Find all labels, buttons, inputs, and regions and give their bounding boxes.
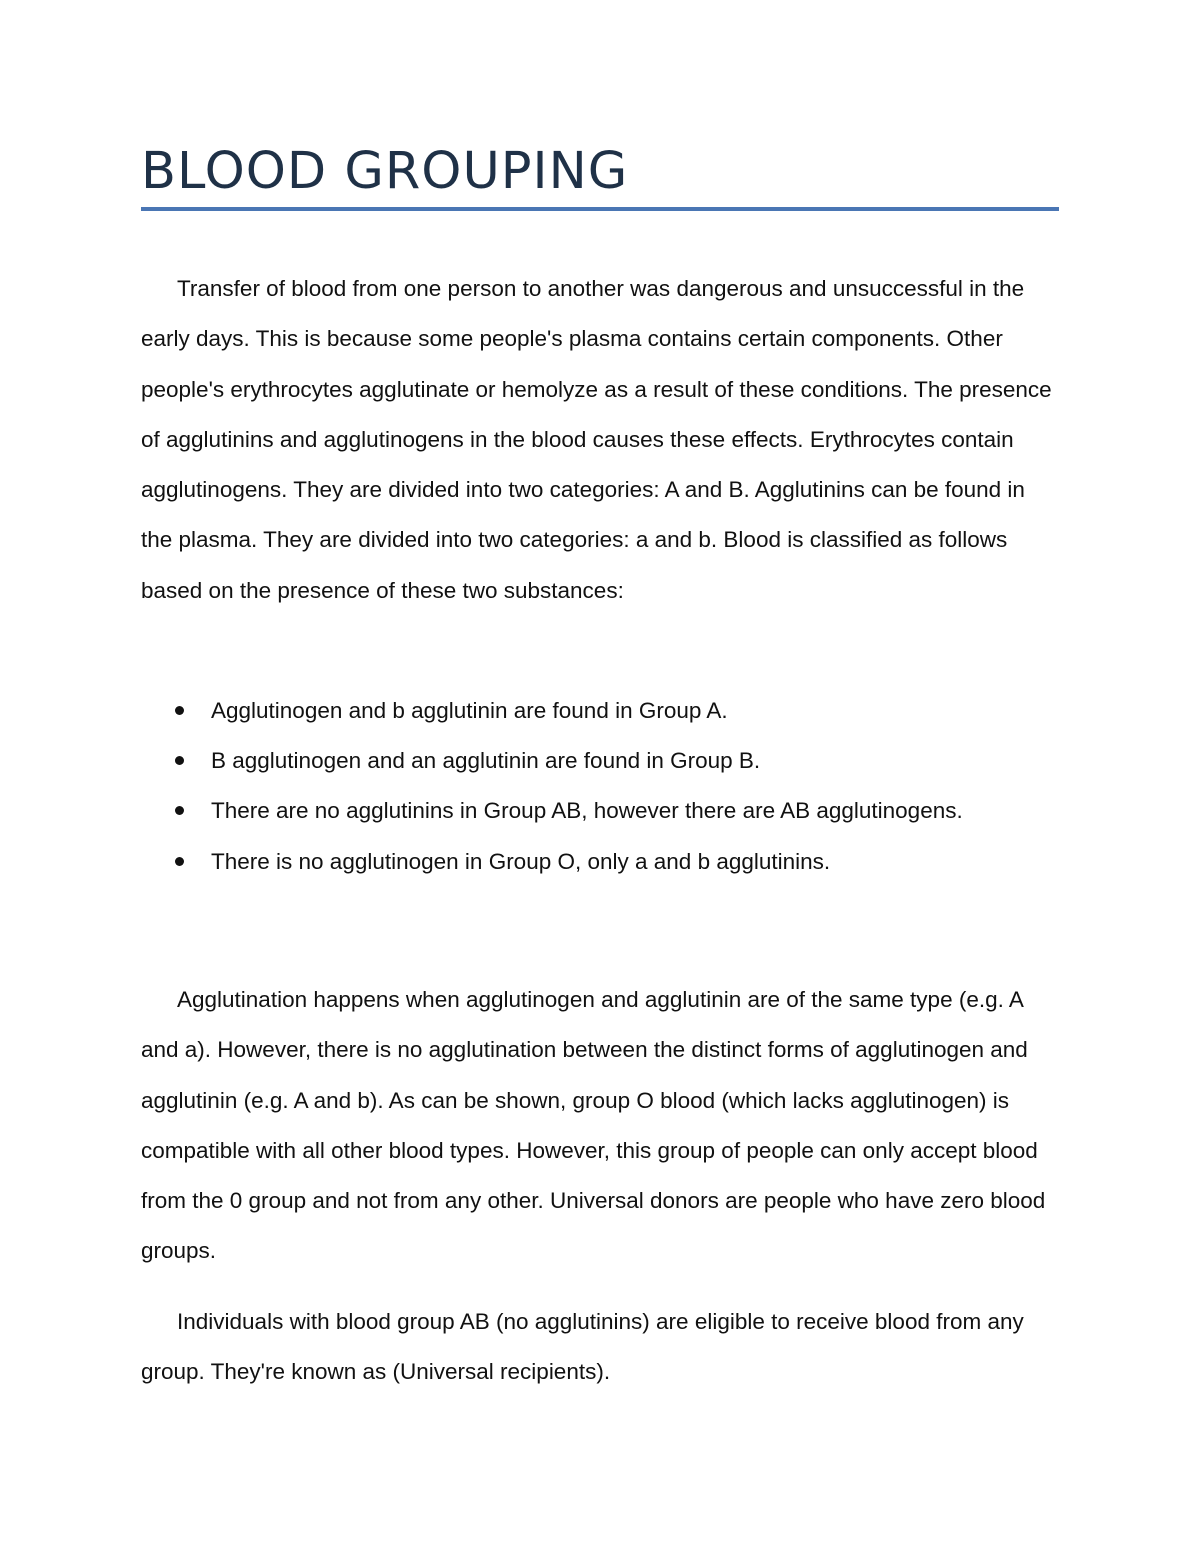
bullet-icon (175, 857, 184, 866)
list-item (141, 837, 1059, 887)
list-item-text: There are no agglutinins in Group AB, however there are AB agglutinogens. (211, 798, 963, 824)
list-item (141, 686, 1059, 736)
title-underline-rule (141, 207, 1059, 211)
list-item-text: B agglutinogen and an agglutinin are found in Group B. (211, 748, 761, 774)
document-title: BLOOD GROUPING (141, 142, 629, 201)
bullet-icon (175, 756, 184, 765)
list-item-text: There is no agglutinogen in Group O, only a and b agglutinins. (211, 848, 831, 874)
list-item-text: Agglutinogen and b agglutinin are found in Group A. (211, 698, 728, 723)
bullet-icon (175, 706, 184, 715)
blood-group-list (141, 686, 1059, 887)
universal-recipients-paragraph: Individuals with blood group AB (no agglutinins) are eligible to receive blood from any group. They're known as (Universal recipients). (141, 1309, 1024, 1385)
bullet-icon (175, 806, 184, 815)
agglutination-paragraph: Agglutination happens when agglutinogen and agglutinin are of the same type (e.g. A and a). However, there is no agglutination between the distinct forms of agglutinogen and agglutinin (e.g. A and b). As can be shown, group O blood (which lacks agglutinogen) is compatible with all other blood types. However, this group of people can only accept blood from the 0 group and not from any other. Universal donors are people who have zero blood groups. (141, 987, 1046, 1264)
list-item (141, 786, 1059, 836)
list-item (141, 736, 1059, 786)
intro-paragraph: Transfer of blood from one person to another was dangerous and unsuccessful in the early days. This is because some people's plasma contains certain components. Other people's erythrocytes agglutinate or hemolyze as a result of these conditions. The presence of agglutinins and agglutinogens in the blood causes these effects. Erythrocytes contain agglutinogens. They are divided into two categories: A and B. Agglutinins can be found in the plasma. They are divided into two categories: a and b. Blood is classified as follows based on the presence of these two substances: (141, 276, 1052, 603)
